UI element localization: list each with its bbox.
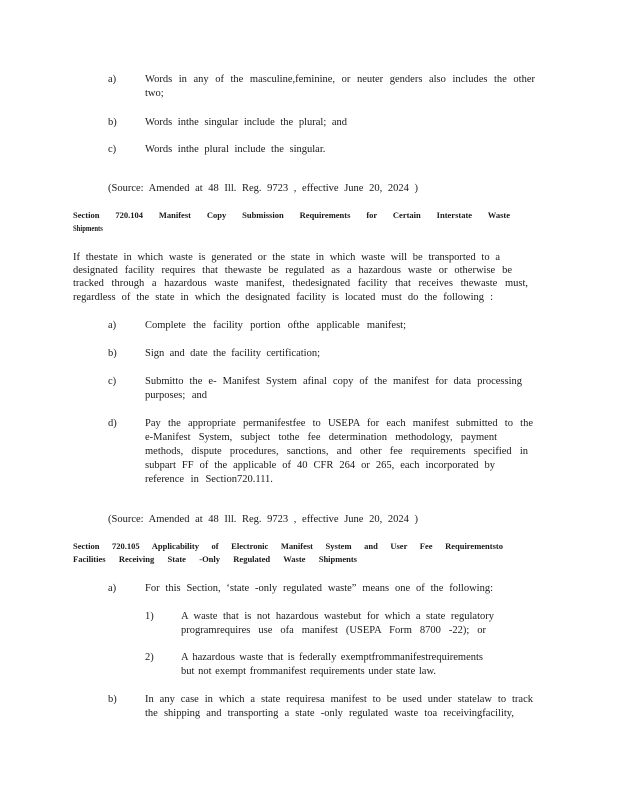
paragraph-line: If thestate in which waste is generated or the state in which waste will be transported to a xyxy=(73,252,500,263)
list-item-text: subpart FF of the applicable of 40 CFR 264 or 265, each incorporated by xyxy=(145,460,495,471)
list-item-text: the shipping and transporting a state -only regulated waste toa receivingfacility, xyxy=(145,708,514,719)
paragraph-line: designated facility requires that thewaste be regulated as a hazardous waste or otherwise be xyxy=(73,265,512,276)
source-note: (Source: Amended at 48 Ill. Reg. 9723 , effective June 20, 2024 ) xyxy=(108,514,418,525)
list-item-text: purposes; and xyxy=(145,390,208,401)
paragraph-line: regardless of the state in which the designated facility is located must do the following : xyxy=(73,292,493,303)
list-item-text: e-Manifest System, subject tothe fee determination methodology, payment xyxy=(145,432,497,443)
list-item-text: Sign and date the facility certification; xyxy=(145,348,320,359)
list-item-text: Words inthe singular include the plural; and xyxy=(145,117,348,128)
list-label: c) xyxy=(108,144,117,155)
list-item-text: methods, dispute procedures, sanctions, and other fee requirements specified in xyxy=(145,446,528,457)
list-label: b) xyxy=(108,348,117,359)
sublist-label: 2) xyxy=(145,652,154,663)
list-label: b) xyxy=(108,117,117,128)
section-heading: Section 720.104 Manifest Copy Submission Requirements for Certain Interstate Waste xyxy=(73,210,510,220)
sublist-item-text: A waste that is not hazardous wastebut for which a state regulatory xyxy=(181,611,494,622)
list-label: a) xyxy=(108,320,117,331)
list-item-text: For this Section, ‘state -only regulated waste” means one of the following: xyxy=(145,583,493,594)
list-item-text: In any case in which a state requiresa manifest to be used under statelaw to track xyxy=(145,694,533,705)
section-heading-cont: Facilities Receiving State -Only Regulated Waste Shipments xyxy=(73,554,357,564)
sublist-item-text: programrequires use ofa manifest (USEPA Form 8700 -22); or xyxy=(181,625,486,636)
list-item-text: Submitto the e- Manifest System afinal copy of the manifest for data processing xyxy=(145,376,522,387)
section-heading: Section 720.105 Applicability of Electronic Manifest System and User Fee Requirementsto xyxy=(73,541,503,551)
list-label: a) xyxy=(108,583,117,594)
list-item-text: reference in Section720.111. xyxy=(145,474,273,485)
section-heading-cont: Shipments xyxy=(73,223,103,233)
sublist-item-text: A hazardous waste that is federally exemptfrommanifestrequirements xyxy=(181,652,483,663)
list-item-text: two; xyxy=(145,88,164,99)
sublist-label: 1) xyxy=(145,611,154,622)
list-item-text: Complete the facility portion ofthe applicable manifest; xyxy=(145,320,406,331)
list-item-text: Words inthe plural include the singular. xyxy=(145,144,326,155)
list-label: d) xyxy=(108,418,117,429)
list-label: a) xyxy=(108,74,117,85)
list-label: c) xyxy=(108,376,117,387)
list-label: b) xyxy=(108,694,117,705)
list-item-text: Words in any of the masculine,feminine, or neuter genders also includes the other xyxy=(145,74,535,85)
list-item-text: Pay the appropriate permanifestfee to USEPA for each manifest submitted to the xyxy=(145,418,533,429)
source-note: (Source: Amended at 48 Ill. Reg. 9723 , effective June 20, 2024 ) xyxy=(108,183,418,194)
paragraph-line: tracked through a hazardous waste manifest, thedesignated facility that receives thewaste must, xyxy=(73,278,528,289)
sublist-item-text: but not exempt frommanifest requirements under state law. xyxy=(181,666,436,677)
